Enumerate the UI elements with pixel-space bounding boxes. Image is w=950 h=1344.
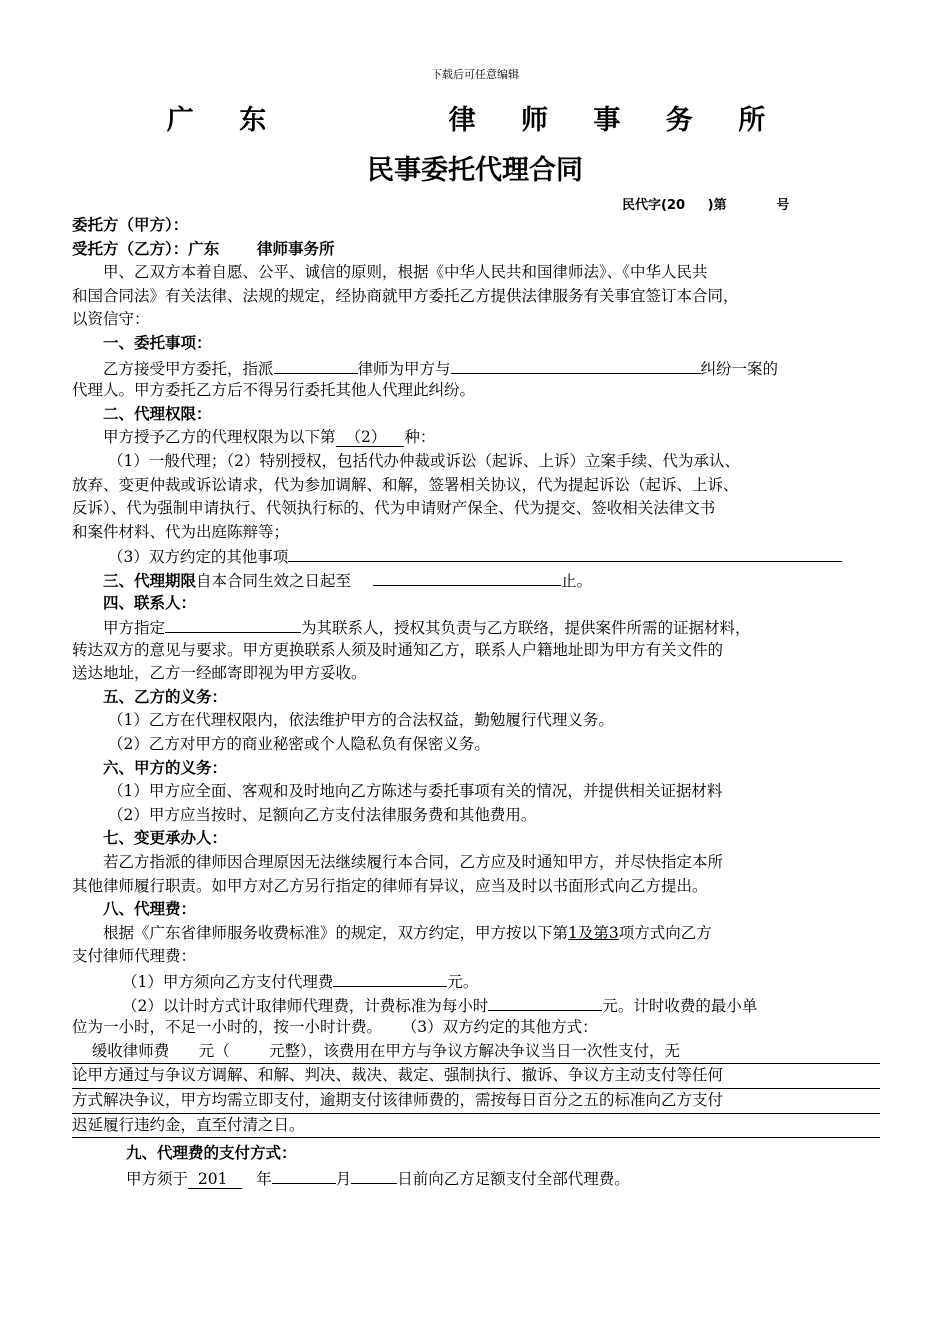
section-8-heading: 八、代理费：	[103, 900, 197, 919]
section-8-line-1	[72, 922, 880, 946]
s2-other-matters: （3）双方约定的其他事项	[108, 548, 289, 567]
intro-line-3: 以资信守：	[72, 310, 150, 329]
s8-fixed-fee-text: （1）甲方须向乙方支付代理费	[122, 973, 334, 991]
section-4-line-3: 送达地址，乙方一经邮寄即视为甲方妥收。	[72, 664, 367, 683]
section-6-line-1: （1）甲方应全面、客观和及时地向乙方陈述与委托事项有关的情况，并提供相关证据材料	[108, 782, 723, 801]
deferred-fee-line-2: 论甲方通过与争议方调解、和解、判决、裁决、裁定、强制执行、撤诉、争议方主动支付等任何	[72, 1064, 880, 1089]
s9-text-a: 甲方须于	[126, 1169, 189, 1188]
section-5-line-1: （1）乙方在代理权限内，依法维护甲方的合法权益，勤勉履行代理义务。	[108, 711, 614, 730]
deferred-fee-line-1: 缓收律师费 元（ 元整），该费用在甲方与争议方解决争议当日一次性支付，无	[72, 1040, 880, 1065]
section-8-line-4	[72, 993, 880, 1017]
agent-line	[72, 238, 880, 262]
s8-text-a: 根据《广东省律师服务收费标准》的规定，双方约定，甲方按以下第	[103, 923, 569, 942]
fixed-fee-blank[interactable]	[333, 969, 447, 987]
deferred-fee-line-4: 迟延履行违约金，直至付清之日。	[72, 1114, 880, 1139]
authority-choice[interactable]: （2）	[336, 428, 405, 447]
section-3-heading: 三、代理期限	[103, 571, 197, 590]
s3-text-a: 自本合同生效之日起至	[196, 571, 352, 590]
firm-title: 广 东 律 师 事 务 所	[166, 105, 784, 136]
hourly-rate-blank[interactable]	[488, 993, 602, 1011]
payment-year-blank[interactable]: 201	[188, 1169, 243, 1188]
section-9-line-1	[72, 1166, 880, 1190]
s8-hourly-text-b: 元。计时收费的最小单	[602, 996, 758, 1015]
section-4-line-2: 转达双方的意见与要求。甲方更换联系人须及时通知乙方，联系人户籍地址即为甲方有关文件的	[72, 640, 724, 659]
contract-body	[72, 214, 880, 1189]
agent-label: 受托方（乙方）：	[72, 239, 189, 258]
deferred-fee-line-3: 方式解决争议，甲方均需立即支付，逾期支付该律师费的，需按每日百分之五的标准向乙方支付	[72, 1089, 880, 1114]
s8-text-c: 项方式向乙方	[618, 923, 712, 942]
section-2-heading: 二、代理权限：	[103, 404, 212, 423]
section-4-heading: 四、联系人：	[103, 593, 197, 612]
intro-line-2: 和国合同法》有关法律、法规的规定，经协商就甲方委托乙方提供法律服务有关事宜签订本合同，	[72, 286, 739, 305]
s9-year-label: 年	[256, 1169, 272, 1188]
section-5-heading: 五、乙方的义务：	[103, 687, 228, 706]
s8-yuan: 元。	[447, 973, 479, 991]
intro-line-1: 甲、乙双方本着自愿、公平、诚信的原则，根据《中华人民共和国律师法》、《中华人民共	[103, 263, 708, 282]
s2-text-c: 种：	[404, 428, 436, 447]
section-6-line-2: （2）甲方应当按时、足额向乙方支付法律服务费和其他费用。	[108, 805, 537, 824]
deferred-fee-clause	[72, 1040, 880, 1138]
document-title: 民事委托代理合同	[367, 155, 583, 186]
s8-hourly-text: （2）以计时方式计取律师代理费，计费标准为每小时	[122, 996, 489, 1015]
section-2-line-6	[72, 544, 880, 568]
contact-person-blank[interactable]	[165, 615, 301, 633]
section-2-line-3: 放弃、变更仲裁或诉讼请求，代为参加调解、和解，签署相关协议，代为提起诉讼（起诉、上诉、	[72, 475, 739, 494]
section-8-line-2: 支付律师代理费：	[72, 947, 197, 966]
opposing-party-blank[interactable]	[451, 356, 701, 374]
other-matters-blank[interactable]	[288, 544, 842, 562]
section-1-heading: 一、委托事项：	[103, 333, 212, 352]
payment-day-blank[interactable]	[351, 1166, 397, 1184]
section-8-line-3	[72, 969, 880, 993]
s9-month-label: 月	[335, 1169, 352, 1188]
s2-text-a: 甲方授予乙方的代理权限为以下第	[103, 428, 336, 447]
section-2-line-5: 和案件材料、代为出庭陈辩等；	[72, 522, 290, 541]
agent-name: 广东 律师事务所	[188, 239, 335, 258]
section-1-line-1	[72, 356, 880, 380]
document-number: 民代字(20 )第 号	[622, 198, 790, 213]
payment-month-blank[interactable]	[272, 1166, 336, 1184]
section-7-line-1: 若乙方指派的律师因合理原因无法继续履行本合同，乙方应及时通知甲方，并尽快指定本所	[103, 853, 724, 872]
s3-text-b: 止。	[561, 571, 593, 590]
section-4-line-1	[72, 615, 880, 639]
s1-text-b: 律师为甲方与	[357, 359, 451, 378]
section-8-line-5: 位为一小时，不足一小时的，按一小时计费。 （3）双方约定的其他方式：	[72, 1018, 598, 1037]
section-5-line-2: （2）乙方对甲方的商业秘密或个人隐私负有保密义务。	[108, 735, 490, 754]
section-1-line-2: 代理人。甲方委托乙方后不得另行委托其他人代理此纠纷。	[72, 381, 476, 400]
section-7-line-2: 其他律师履行职责。如甲方对乙方另行指定的律师有异议，应当及时以书面形式向乙方提出。	[72, 876, 708, 895]
section-3-line	[72, 568, 880, 592]
principal-line: 委托方（甲方）：	[72, 216, 189, 234]
s9-text-e: 日前向乙方足额支付全部代理费。	[397, 1169, 630, 1188]
section-6-heading: 六、甲方的义务：	[103, 758, 228, 777]
term-end-blank[interactable]	[373, 568, 561, 586]
s4-text-b: 为其联系人，授权其负责与乙方联络，提供案件所需的证据材料，	[301, 619, 751, 638]
lawyer-name-blank[interactable]	[274, 356, 358, 374]
header-note: 下载后可任意编辑	[431, 68, 519, 81]
section-9-heading: 九、代理费的支付方式：	[126, 1144, 297, 1163]
section-2-line-1	[72, 426, 880, 450]
section-2-line-2: （1）一般代理；（2）特别授权，包括代办仲裁或诉讼（起诉、上诉）立案手续、代为承认、	[108, 451, 740, 470]
section-7-heading: 七、变更承办人：	[103, 829, 228, 848]
section-2-line-4: 反诉）、代为强制申请执行、代领执行标的、代为申请财产保全、代为提交、签收相关法律文书	[72, 499, 716, 518]
s1-text-a: 乙方接受甲方委托，指派	[103, 359, 274, 378]
fee-method-choice[interactable]: 1及第3	[568, 923, 619, 942]
s1-text-c: 纠纷一案的	[700, 359, 779, 378]
s4-text-a: 甲方指定	[103, 619, 166, 638]
